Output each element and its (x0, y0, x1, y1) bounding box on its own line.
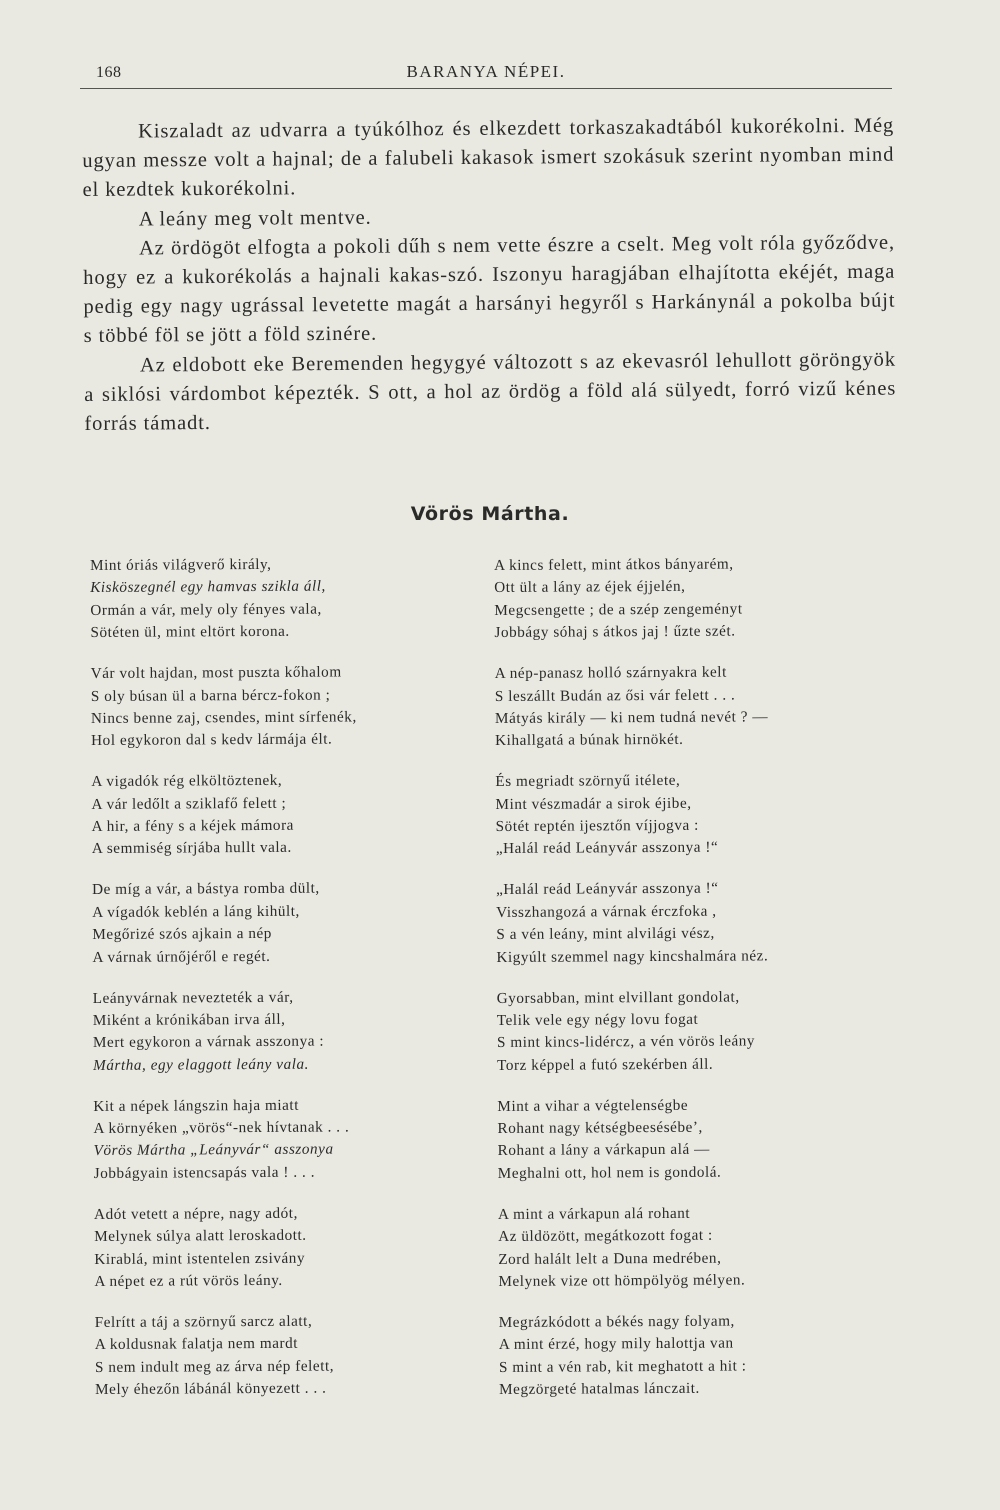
prose-paragraph: A leány meg volt mentve. (138, 206, 372, 231)
poem-title: Vörös Mártha. (410, 503, 570, 525)
poem-line: A hir, a fény s a kéjek mámora (91, 816, 295, 836)
poem-stanza (91, 661, 492, 753)
poem-stanza (497, 985, 898, 1077)
poem-line: Megrázkódott a békés nagy folyam, (498, 1312, 735, 1331)
poem-line: És megriadt szörnyű itélete, (495, 772, 681, 791)
poem-line: A vígadók keblén a láng kihült, (92, 902, 300, 921)
poem-line: Mint a vihar a végtelenségbe (497, 1096, 689, 1115)
poem-line: Mint óriás világverő király, (90, 555, 272, 574)
poem-line: Leányvárnak nevezteték a vár, (92, 988, 294, 1007)
poem-line: Rohant nagy kétségbeesésébe’, (497, 1118, 703, 1138)
poem-line: S oly búsan ül a barna bércz-fokon ; (90, 686, 331, 705)
poem-line: A koldusnak falatja nem mardt (94, 1335, 299, 1354)
poem-left-column (90, 553, 495, 1420)
running-head (80, 58, 892, 89)
poem-line: Jobbágy sóhaj s átkos jaj ! űzte szét. (494, 622, 736, 642)
poem-line: Hol egykoron dal s kedv lármája élt. (91, 730, 333, 750)
poem-line: Kit a népek lángszin haja miatt (93, 1096, 299, 1115)
poem-line: „Halál reád Leányvár asszonya !“ (495, 839, 719, 858)
poem-line: Torz képpel a futó szekérben áll. (497, 1055, 714, 1074)
poem-stanza (494, 553, 895, 645)
prose-paragraph: Az ördögöt elfogta a pokoli dűh s nem vette észre a cselt. Meg volt róla győződve, hogy ez a kukorékolás a hajnali kakas-szó. Iszonyu haragjában elhajította ekéjét, maga pedig egy nagy ugrással levetette magát a harsányi hegyről s Harkánynál a pokolba bújt s többé föl se jött a föld szinére. (83, 231, 896, 348)
poem-line: Vár volt hajdan, most puszta kőhalom (90, 663, 342, 683)
poem-line: Kirablá, mint istentelen zsivány (94, 1249, 306, 1268)
poem-line: Meghalni ott, hol nem is gondolá. (497, 1163, 722, 1182)
poem-line: Miként a krónikában irva áll, (92, 1010, 286, 1029)
poem-stanza (496, 877, 897, 969)
prose-paragraph: Kiszaladt az udvarra a tyúkólhoz és elkezdett torkaszakadtából kukorékolni. Még ugyan messze volt a hajnal; de a falubeli kakasok ismert szokásuk szerint nyomban mind el kezdtek kukorékolni. (82, 114, 895, 202)
poem-stanza (495, 661, 896, 753)
poem-stanza (94, 1201, 495, 1293)
poem-line: Nincs benne zaj, csendes, mint sírfenék, (90, 708, 357, 727)
poem-line: Zord halált lelt a Duna medrében, (498, 1249, 722, 1268)
poem-line: Telik vele egy négy lovu fogat (496, 1010, 699, 1029)
poem-line: Mely éhezőn lábánál könyezett . . . (95, 1379, 327, 1399)
poem-line: Vörös Mártha „Leányvár“ asszonya (93, 1140, 334, 1160)
poem-line: Megcsengette ; de a szép zengeményt (494, 600, 743, 619)
poem-line: Gyorsabban, mint elvillant gondolat, (496, 988, 740, 1007)
poem-line: A vár ledőlt a sziklafő felett ; (91, 794, 287, 813)
poem-line: S mint a vén rab, kit meghatott a hit : (498, 1357, 747, 1376)
poem-line: A mint a várkapun alá rohant (497, 1204, 691, 1223)
poem-line: Adót vetett a népre, nagy adót, (93, 1204, 298, 1223)
poem-line: Felrítt a táj a szörnyű sarcz alatt, (94, 1312, 313, 1331)
poem-line: A várnak úrnőjéről e regét. (92, 947, 271, 966)
poem-line: S nem indult meg az árva nép felett, (94, 1357, 335, 1376)
page-number: 168 (96, 64, 122, 81)
poem-line: Mint vészmadár a sirok éjibe, (495, 794, 692, 813)
poem-line: Az üldözött, megátkozott fogat : (498, 1226, 713, 1246)
poem-line: „Halál reád Leányvár asszonya !“ (495, 880, 719, 899)
poem-line: Megzörgeté hatalmas lánczait. (499, 1379, 700, 1399)
poem-line: A népet ez a rút vörös leány. (94, 1271, 283, 1290)
running-title: BARANYA NÉPEI. (406, 62, 566, 81)
poem-line: Jobbágyain istencsapás vala ! . . . (93, 1163, 316, 1182)
poem-line: Visszhangozá a várnak érczfoka , (496, 902, 717, 921)
poem-line: A nép-panasz holló szárnyakra kelt (494, 663, 727, 683)
poem-line: A kincs felett, mint átkos bányarém, (494, 555, 734, 574)
poem-line: Kihallgatá a búnak hirnökét. (495, 731, 684, 750)
poem-line: Sötéten ül, mint eltört korona. (90, 623, 290, 642)
poem-line: A vigadók rég elköltöztenek, (91, 772, 283, 791)
poem-line: A környéken „vörös“-nek hívtanak . . . (93, 1118, 350, 1138)
poem-line: Melynek súlya alatt leroskadott. (94, 1226, 307, 1246)
prose-paragraph: Az eldobott eke Beremenden hegygyé változott s az ekevasról lehullott göröngyök a siklósi várdombot képezték. S ott, a hol az ördög a föld alá sülyedt, forró vizű kénes forrás támadt. (84, 348, 897, 436)
poem-line: Megőrizé szós ajkain a nép (92, 925, 272, 944)
poem-line: Mert egykoron a várnak asszonya : (92, 1032, 325, 1052)
poem-line: S mint kincs-lidércz, a vén vörös leány (496, 1032, 756, 1052)
poem-right-column (494, 553, 899, 1420)
poem-stanza (93, 985, 494, 1077)
poem-stanza (497, 1093, 898, 1185)
poem-line: Ormán a vár, mely oly fényes vala, (90, 600, 322, 619)
poem-line: Kigyúlt szemmel nagy kincshalmára néz. (496, 946, 769, 966)
poem-line: Mártha, egy elaggott leány vala. (93, 1055, 310, 1074)
poem-line: Melynek vize ott hömpölyög mélyen. (498, 1271, 746, 1290)
poem-line: Kisköszegnél egy hamvas szikla áll, (90, 577, 326, 597)
poem-stanza (93, 1093, 494, 1185)
poem-line: Ott ült a lány az éjek éjjelén, (494, 578, 686, 597)
poem-stanza (90, 553, 491, 645)
poem-line: S leszállt Budán az ősi vár felett . . . (494, 686, 736, 705)
poem-line: Mátyás király — ki nem tudná nevét ? — (494, 708, 769, 727)
poem-stanza (499, 1309, 900, 1401)
poem-line: Rohant a lány a várkapun alá — (497, 1141, 710, 1160)
poem-stanza (498, 1201, 899, 1293)
poem-stanza (91, 769, 492, 861)
poem-stanza (92, 877, 493, 969)
poem-line: De míg a vár, a bástya romba dült, (91, 879, 320, 899)
poem-line: A semmiség sírjába hullt vala. (91, 839, 292, 858)
poem-stanza (95, 1309, 496, 1401)
poem-line: Sötét reptén ijesztőn víjjogva : (495, 816, 699, 836)
poem-line: A mint érzé, hogy mily halottja van (498, 1334, 734, 1354)
poem-stanza (495, 769, 896, 861)
poem-line: S a vén leány, mint alvilági vész, (496, 924, 715, 944)
prose-text (82, 112, 896, 440)
